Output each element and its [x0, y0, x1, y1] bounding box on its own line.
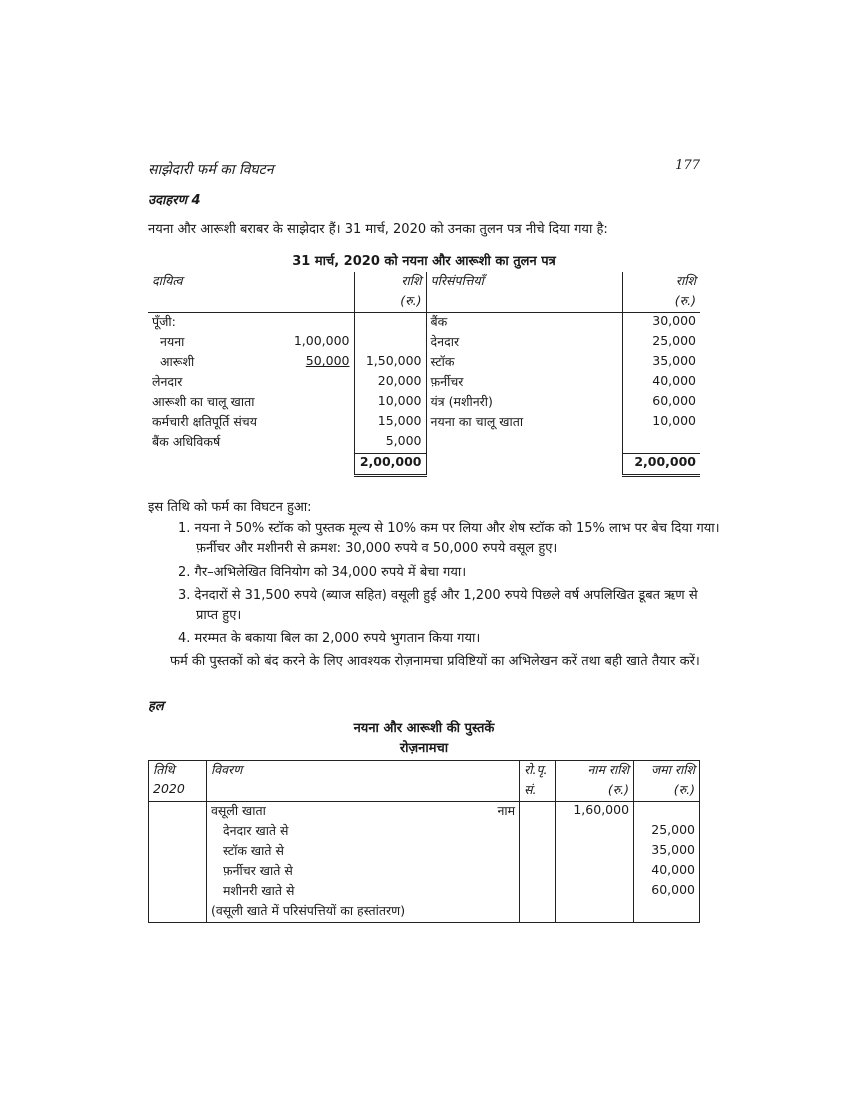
asset-amount: 40,000 [622, 373, 700, 393]
lf-header-2: सं. [520, 781, 556, 802]
list-item: 2. गैर–अभिलेखित विनियोग को 34,000 रुपये में बेचा गया। [178, 565, 467, 580]
asset-amount: 10,000 [622, 413, 700, 433]
list-item: 4. मरम्मत के बकाया बिल का 2,000 रुपये भुगतान किया गया। [178, 631, 481, 646]
particulars-header: विवरण [206, 761, 519, 782]
narration: (वसूली खाते में परिसंपत्तियों का हस्तांतरण) [206, 902, 519, 923]
credit-amount: 60,000 [634, 882, 700, 902]
solution-label: हल [148, 699, 164, 714]
currency-header: (रु.) [556, 781, 634, 802]
asset-amount: 35,000 [622, 353, 700, 373]
books-title: नयना और आरूशी की पुस्तकें [353, 721, 495, 736]
currency-header: (रु.) [622, 292, 700, 313]
asset-label: फ़र्नीचर [426, 373, 622, 393]
dissolution-text: इस तिथि को फर्म का विघटन हुआ: [148, 500, 312, 515]
asset-label: स्टॉक [426, 353, 622, 373]
total-assets: 2,00,000 [622, 454, 700, 476]
balance-sheet-caption: 31 मार्च, 2020 को नयना और आरूशी का तुलन पत्र [292, 254, 556, 269]
asset-amount: 30,000 [622, 313, 700, 334]
asset-label: यंत्र (मशीनरी) [426, 393, 622, 413]
asset-label: नयना का चालू खाता [426, 413, 622, 433]
liability-amount: 15,000 [354, 413, 426, 433]
question-text: फर्म की पुस्तकों को बंद करने के लिए आवश्यक रोज़नामचा प्रविष्टियों का अभिलेखन करें तथा बही खाते तैयार करें। [170, 654, 700, 669]
credit-amount: 25,000 [634, 822, 700, 842]
credit-amount: 35,000 [634, 842, 700, 862]
total-liabilities: 2,00,000 [354, 454, 426, 476]
asset-label: बैंक [426, 313, 622, 334]
intro-text: नयना और आरूशी बराबर के साझेदार हैं। 31 मार्च, 2020 को उनका तुलन पत्र नीचे दिया गया है: [148, 222, 608, 237]
credit-account: मशीनरी खाते से [206, 882, 519, 902]
amount-header: राशि [622, 272, 700, 292]
partner-capital: 1,00,000 [293, 333, 350, 348]
credit-amount: 40,000 [634, 862, 700, 882]
credit-account: स्टॉक खाते से [206, 842, 519, 862]
asset-amount: 60,000 [622, 393, 700, 413]
balance-sheet-table [148, 272, 700, 477]
lf-header: रो.पृ. [520, 761, 556, 782]
capital-label: पूँजी: [152, 314, 176, 329]
journal-table [148, 760, 700, 923]
journal-title: रोज़नामचा [399, 741, 449, 756]
date-header: तिथि [149, 761, 207, 782]
list-item: 1. नयना ने 50% स्टॉक को पुस्तक मूल्य से 10% कम पर लिया और शेष स्टॉक को 15% लाभ पर बेच दिया गया। फ़र्नीचर और मशीनरी से क्रमश: 30,000 रुपये व 50,000 रुपये वसूल हुए। [178, 521, 720, 556]
partner-name: आरूशी [160, 354, 195, 369]
asset-amount: 25,000 [622, 333, 700, 353]
credit-account: फ़र्नीचर खाते से [206, 862, 519, 882]
liability-label: आरूशी का चालू खाता [152, 394, 255, 409]
partner-name: नयना [160, 334, 185, 349]
credit-account: देनदार खाते से [206, 822, 519, 842]
liability-label: कर्मचारी क्षतिपूर्ति संचय [152, 414, 257, 429]
currency-header: (रु.) [634, 781, 700, 802]
asset-label: देनदार [426, 333, 622, 353]
example-title: उदाहरण 4 [148, 193, 201, 208]
liability-amount: 20,000 [354, 373, 426, 393]
liability-amount: 10,000 [354, 393, 426, 413]
currency-header: (रु.) [354, 292, 426, 313]
liability-amount: 5,000 [354, 433, 426, 454]
debit-header: नाम राशि [556, 761, 634, 782]
liabilities-header: दायित्व [152, 273, 183, 288]
chapter-title: साझेदारी फर्म का विघटन [148, 162, 274, 178]
partner-capital: 50,000 [305, 353, 350, 368]
amount-header: राशि [354, 272, 426, 292]
capital-total: 1,50,000 [354, 353, 426, 373]
list-item: 3. देनदारों से 31,500 रुपये (ब्याज सहित) वसूली हुई और 1,200 रुपये पिछले वर्ष अपलिखित डूबत ऋण से प्राप्त हुए। [178, 588, 698, 623]
year-header: 2020 [149, 781, 207, 802]
liability-label: बैंक अधिविकर्ष [152, 434, 221, 449]
assets-header: परिसंपत्तियाँ [426, 272, 622, 292]
page-number: 177 [675, 158, 700, 173]
credit-header: जमा राशि [634, 761, 700, 782]
debit-amount: 1,60,000 [556, 802, 634, 823]
dr-label: नाम [497, 803, 516, 818]
liability-label: लेनदार [152, 374, 183, 389]
debit-account: वसूली खाता [210, 803, 266, 818]
